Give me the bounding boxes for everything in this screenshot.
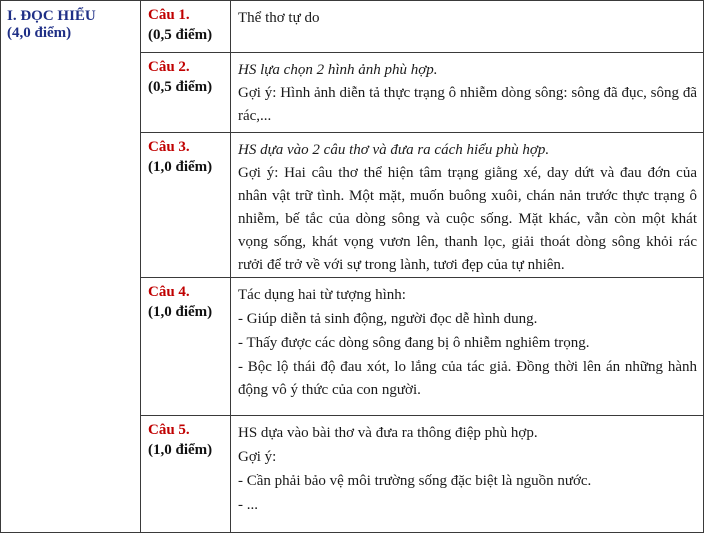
answer-cell-2 xyxy=(231,53,704,133)
table-row xyxy=(1,1,704,53)
question-label: Câu 3. xyxy=(148,139,190,155)
section-cell xyxy=(1,1,141,533)
answer-cell-5 xyxy=(231,416,704,533)
question-cell-2 xyxy=(141,53,231,133)
question-label: Câu 4. xyxy=(148,284,190,300)
answer-line: - Giúp diễn tả sinh động, người đọc dễ hình dung. xyxy=(238,311,538,327)
question-cell-5 xyxy=(141,416,231,533)
section-points: (4,0 điểm) xyxy=(7,25,72,41)
answer-line: Gợi ý: Hình ảnh diễn tả thực trạng ô nhiễm dòng sông: sông đã đục, sông đã rác,... xyxy=(238,85,697,124)
question-label: Câu 1. xyxy=(148,7,190,23)
answer-line: - Bộc lộ thái độ đau xót, lo lắng của tác giả. Đồng thời lên án những hành động vô ý thức của con người. xyxy=(238,359,697,398)
section-title: I. ĐỌC HIỂU xyxy=(7,8,96,24)
answer-instruction: HS lựa chọn 2 hình ảnh phù hợp. xyxy=(238,62,438,78)
answer-line: Gợi ý: xyxy=(238,449,277,465)
answer-line: - ... xyxy=(238,497,258,513)
answer-line: Tác dụng hai từ tượng hình: xyxy=(238,287,406,303)
question-label: Câu 2. xyxy=(148,59,190,75)
answer-cell-3 xyxy=(231,133,704,278)
answer-instruction: HS dựa vào 2 câu thơ và đưa ra cách hiểu phù hợp. xyxy=(238,142,550,158)
question-cell-1 xyxy=(141,1,231,53)
answer-cell-4 xyxy=(231,278,704,416)
answer-line: - Cần phải bảo vệ môi trường sống đặc biệt là nguồn nước. xyxy=(238,473,592,489)
question-points: (0,5 điểm) xyxy=(148,27,213,43)
answer-cell-1 xyxy=(231,1,704,53)
answer-line: - Thấy được các dòng sông đang bị ô nhiễm nghiêm trọng. xyxy=(238,335,590,351)
question-points: (1,0 điểm) xyxy=(148,304,213,320)
question-points: (0,5 điểm) xyxy=(148,79,213,95)
question-label: Câu 5. xyxy=(148,422,190,438)
answer-line: Gợi ý: Hai câu thơ thể hiện tâm trạng giằng xé, day dứt và đau đớn của nhân vật trữ tình. Một mặt, muốn buông xuôi, chán nản trước thực trạng ô nhiễm, bế tắc của dòng sông và cuộc sống. Mặt khác, vẫn còn một khát vọng sống, khát vọng vươn lên, thanh lọc, giải thoát dòng sông khỏi rác rưởi để trở về với sự trong lành, tươi đẹp của tự nhiên. xyxy=(238,165,697,273)
answer-line: Thể thơ tự do xyxy=(238,10,320,26)
answer-line: HS dựa vào bài thơ và đưa ra thông điệp phù hợp. xyxy=(238,425,538,441)
question-cell-3 xyxy=(141,133,231,278)
question-points: (1,0 điểm) xyxy=(148,442,213,458)
question-cell-4 xyxy=(141,278,231,416)
question-points: (1,0 điểm) xyxy=(148,159,213,175)
